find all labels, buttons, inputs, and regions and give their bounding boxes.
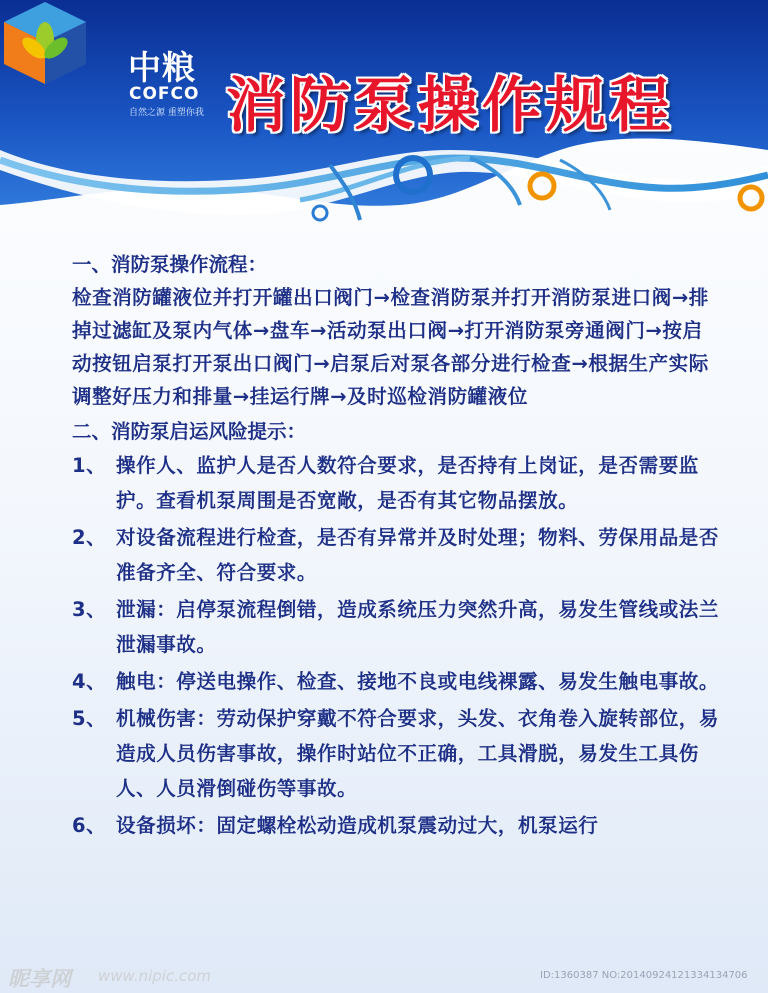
brand-slogan: 自然之源 重塑你我 [129, 108, 204, 118]
risk-item-number: 6、 [72, 814, 107, 837]
risk-item-5 [72, 701, 722, 806]
brand-name-en: COFCO [129, 84, 200, 104]
brand-name-cn: 中粮 [128, 48, 196, 87]
risk-item-4 [72, 664, 722, 699]
watermark-url: www.nipic.com [98, 967, 212, 985]
risk-item-text: 对设备流程进行检查，是否有异常并及时处理；物料、劳保用品是否准备齐全、符合要求。 [116, 526, 720, 584]
risk-item-text: 设备损坏：固定螺栓松动造成机泵震动过大，机泵运行 [116, 814, 599, 837]
image-meta-id: ID:1360387 NO:20140924121334134706 [540, 970, 748, 981]
risk-item-3 [72, 592, 722, 662]
page-title: 消防泵操作规程 [226, 71, 674, 141]
main-content [72, 248, 722, 845]
section-heading-process: 一、消防泵操作流程： [72, 253, 268, 276]
risk-item-text: 泄漏：启停泵流程倒错，造成系统压力突然升高，易发生管线或法兰泄漏事故。 [116, 598, 720, 656]
risk-item-2 [72, 520, 722, 590]
process-paragraph: 检查消防罐液位并打开罐出口阀门→检查消防泵并打开消防泵进口阀→排掉过滤缸及泵内气体→盘车→活动泵出口阀→打开消防泵旁通阀门→按启动按钮启泵打开泵出口阀门→启泵后对泵各部分进行检查→根据生产实际调整好压力和排量→挂运行牌→及时巡检消防罐液位 [72, 286, 709, 408]
risk-item-number: 5、 [72, 707, 107, 730]
watermark-logo: 昵享网 [8, 967, 71, 991]
risk-item-6 [72, 808, 722, 843]
risk-item-text: 触电：停送电操作、检查、接地不良或电线裸露、易发生触电事故。 [116, 670, 720, 693]
footer-watermark-bar [0, 962, 768, 993]
section-heading-risks: 二、消防泵启运风险提示： [72, 420, 307, 443]
cofco-logo-icon [0, 0, 90, 86]
header-banner [0, 0, 768, 240]
risk-item-1 [72, 448, 722, 518]
risk-item-number: 2、 [72, 526, 107, 549]
risk-item-text: 操作人、监护人是否人数符合要求，是否持有上岗证，是否需要监护。查看机泵周围是否宽敞，是否有其它物品摆放。 [116, 454, 699, 512]
risk-item-number: 1、 [72, 454, 107, 477]
risk-item-number: 3、 [72, 598, 107, 621]
risk-item-text: 机械伤害：劳动保护穿戴不符合要求，头发、衣角卷入旋转部位，易造成人员伤害事故，操作时站位不正确，工具滑脱，易发生工具伤人、人员滑倒碰伤等事故。 [116, 707, 720, 800]
risk-item-number: 4、 [72, 670, 107, 693]
